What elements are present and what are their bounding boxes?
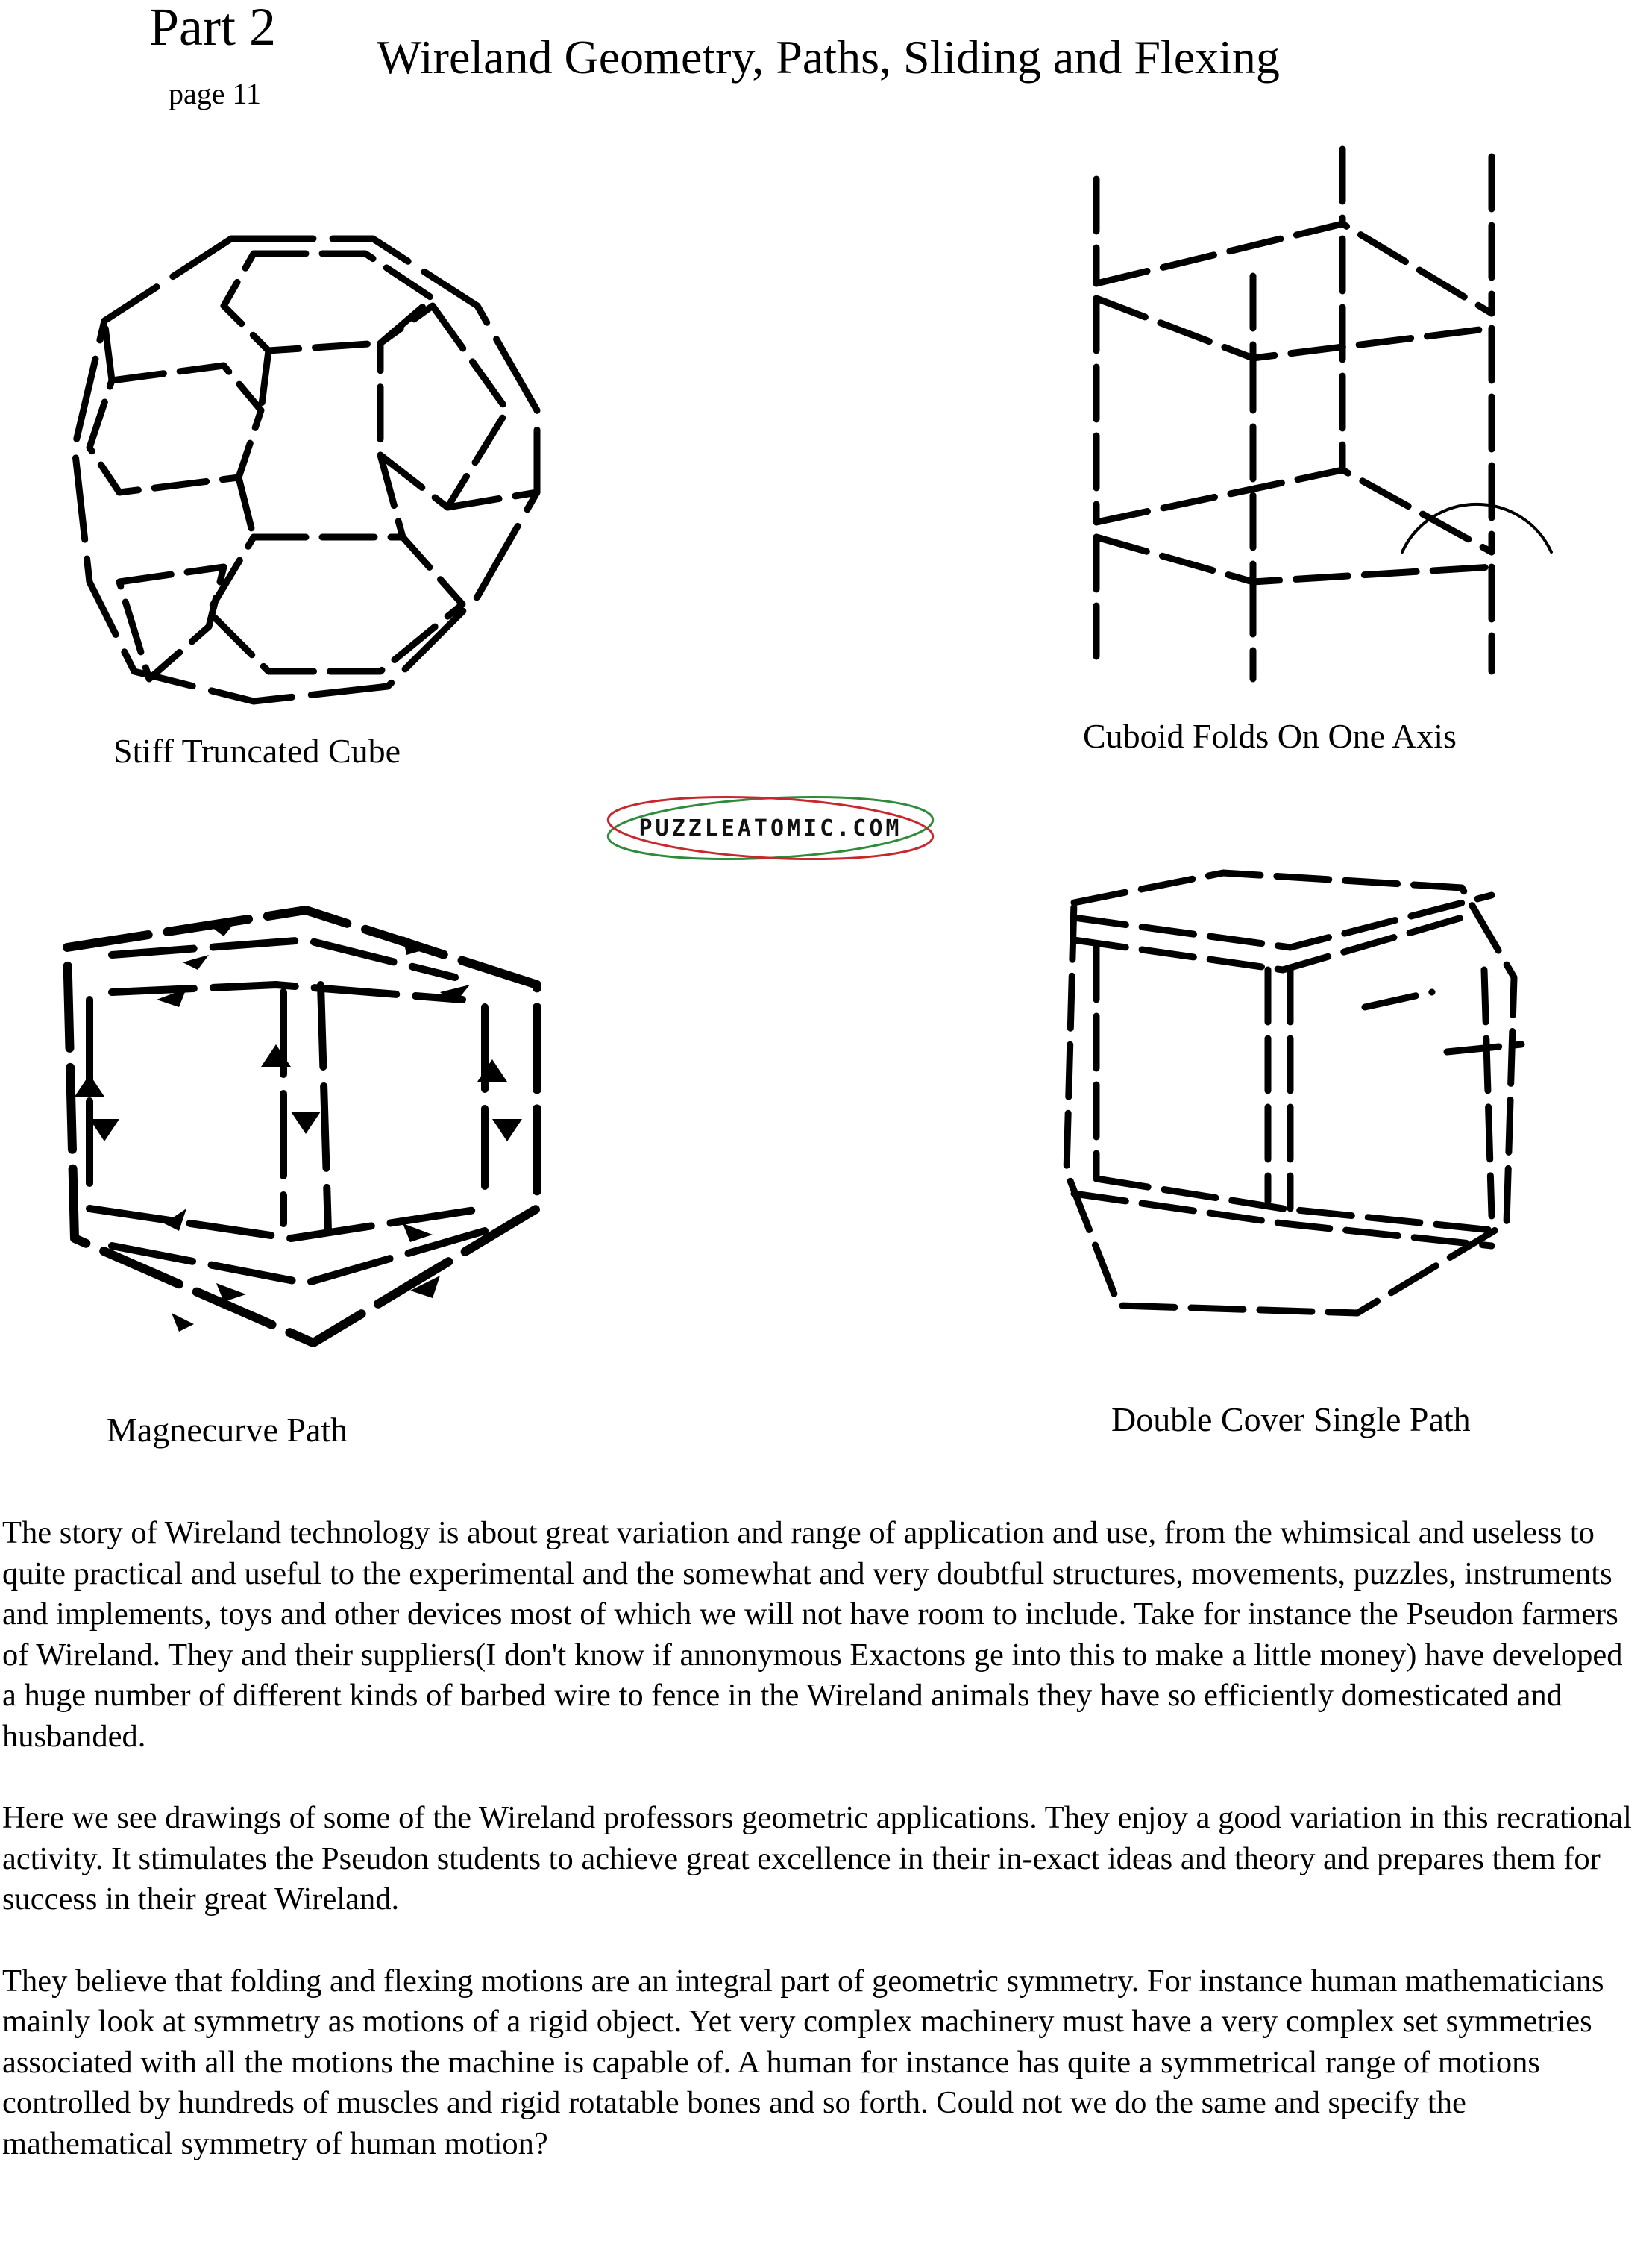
caption-magnecurve-path: Magnecurve Path bbox=[107, 1411, 348, 1449]
magnecurve-path-figure bbox=[22, 895, 559, 1373]
caption-double-cover: Double Cover Single Path bbox=[1111, 1400, 1471, 1438]
paragraph: They believe that folding and flexing motions are an integral part of geometric symmetry. For instance human mathematicians mainly look at symmetry as motions of a rigid object. Yet very complex machinery must have a very complex set symmetries associated with all the motions the machine is capable of. A human for instance has quite a symmetrical range of motions controlled by hundreds of muscles and rigid rotatable bones and so forth. Could not we do the same and specify the mathematical symmetry of human motion? bbox=[2, 1963, 1604, 2161]
double-cover-cube-figure bbox=[1044, 858, 1551, 1335]
truncated-cube-figure bbox=[60, 224, 567, 716]
body-text bbox=[2, 1513, 1643, 2205]
logo-text: PUZZLEATOMIC.COM bbox=[638, 815, 902, 842]
folding-cuboid-figure bbox=[1074, 134, 1566, 686]
paragraph: The story of Wireland technology is about great variation and range of application and use, from the whimsical and useless to quite practical and useful to the experimental and the somewhat and very doubtful structures, movements, puzzles, instruments and implements, toys and other devices most of which we will not have room to include. Take for instance the Pseudon farmers of Wireland. They and their suppliers(I don't know if annonymous Exactons ge into this to make a little money) have developed a huge number of different kinds of barbed wire to fence in the Wireland animals they have so efficiently domesticated and husbanded. bbox=[2, 1515, 1623, 1754]
part-heading: Part 2 bbox=[149, 0, 276, 57]
caption-cuboid-folds: Cuboid Folds On One Axis bbox=[1083, 717, 1457, 755]
paragraph: Here we see drawings of some of the Wireland professors geometric applications. They enjoy a good variation in this recrational activity. It stimulates the Pseudon students to achieve great excellence in their in-exact ideas and theory and prepares them for success in their great Wireland. bbox=[2, 1800, 1632, 1917]
page-title: Wireland Geometry, Paths, Sliding and Flexing bbox=[377, 31, 1280, 84]
caption-stiff-truncated-cube: Stiff Truncated Cube bbox=[113, 732, 401, 770]
puzzleatomic-logo bbox=[603, 791, 938, 865]
page-number: page 11 bbox=[169, 77, 262, 110]
